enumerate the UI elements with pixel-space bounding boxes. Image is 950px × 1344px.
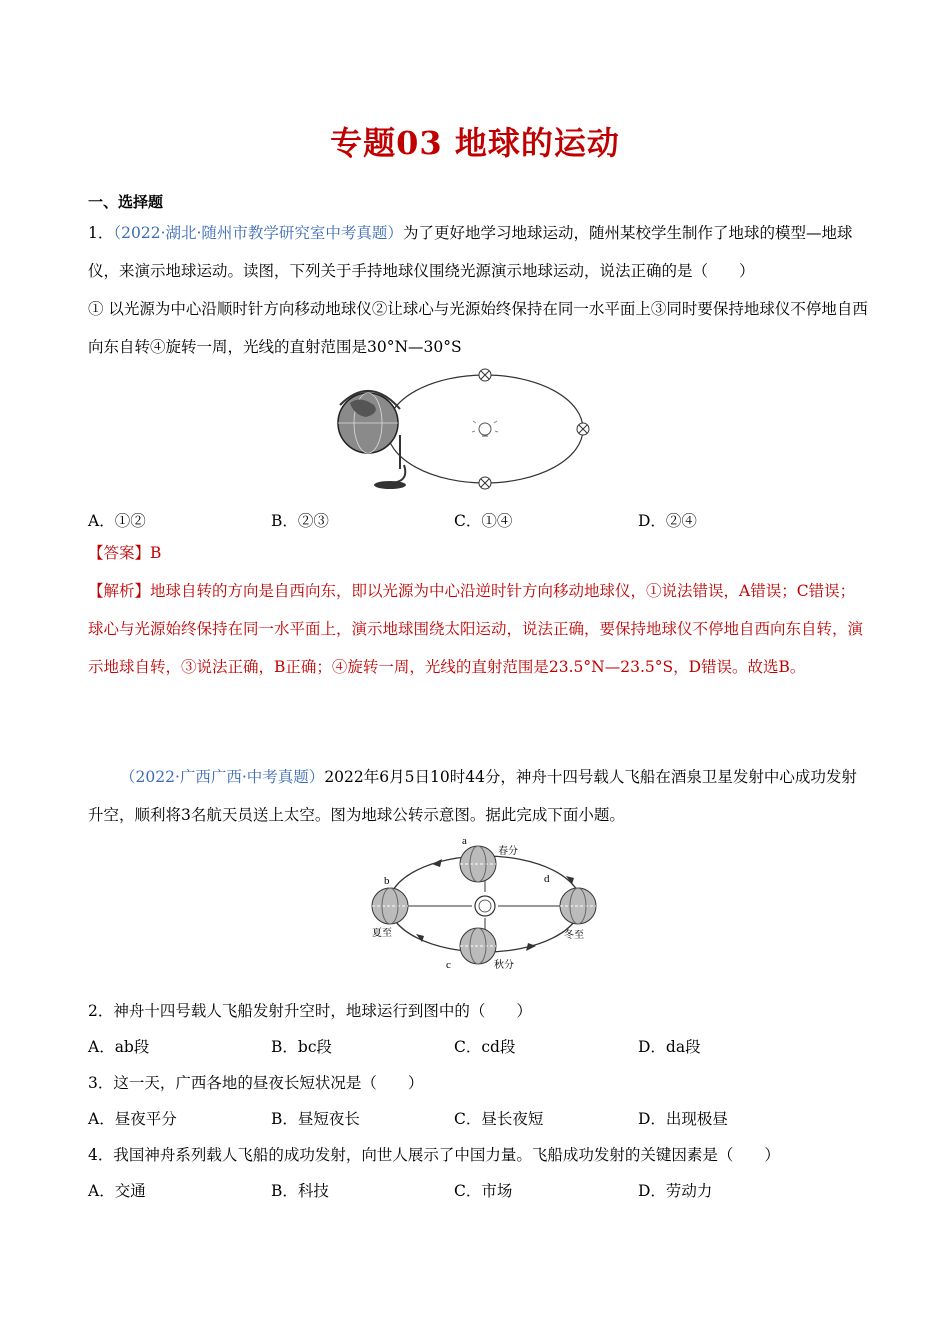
answer-value: B: [150, 544, 162, 562]
q3-option-b[interactable]: B．昼短夜长: [271, 1110, 360, 1128]
q3-option-d[interactable]: D．出现极昼: [638, 1110, 728, 1128]
question-statements: ① 以光源为中心沿顺时针方向移动地球仪②让球心与光源始终保持在同一水平面上③同时要保持地球仪不停地自西向东自转④旋转一周，光线的直射范围是30°N—30°S: [88, 300, 868, 356]
label-autumn: 秋分: [494, 960, 514, 971]
earth-d: [560, 888, 596, 924]
earth-a: [460, 846, 496, 882]
q3-option-c[interactable]: C．昼长夜短: [454, 1110, 544, 1128]
group-source: （2022·广西广西·中考真题）: [120, 768, 325, 786]
section-heading: 一、选择题: [88, 193, 164, 211]
globe-icon: [338, 391, 406, 489]
analysis-label: 【解析】: [88, 582, 151, 600]
q1-option-d[interactable]: D．②④: [638, 512, 697, 530]
q4-option-b[interactable]: B．科技: [271, 1182, 329, 1200]
label-a: a: [462, 835, 467, 847]
answer: [88, 534, 868, 572]
q1-option-b[interactable]: B．②③: [271, 512, 329, 530]
question-stem-part2: —地球仪，来演示地球运动。读图，下列关于手持地球仪围绕光源演示地球运动，说法正确的是（ ）: [88, 224, 853, 280]
label-spring: 春分: [498, 846, 518, 857]
analysis-text: 地球自转的方向是自西向东，即以光源为中心沿逆时针方向移动地球仪，①说法错误，A错误；C错误；球心与光源始终保持在同一水平面上，演示地球围绕太阳运动，说法正确，要保持地球仪不停地自西向东自转，演示地球自转，③说法正确，B正确；④旋转一周，光线的直射范围是23.5°N—23.5°S，D错误。故选B。: [88, 582, 864, 676]
q2-option-a[interactable]: A．ab段: [88, 1038, 150, 1056]
q2-option-b[interactable]: B．bc段: [271, 1038, 332, 1056]
question-number: 1．: [88, 224, 114, 242]
label-c: c: [446, 959, 451, 971]
globe-model-figure: [330, 365, 620, 493]
q4-stem: 4．我国神舟系列载人飞船的成功发射，向世人展示了中国力量。飞船成功发射的关键因素是（ ）: [88, 1146, 780, 1164]
q1-option-a[interactable]: A．①②: [88, 512, 146, 530]
q3-stem: 3．这一天，广西各地的昼夜长短状况是（ ）: [88, 1074, 424, 1092]
q2-option-d[interactable]: D．da段: [638, 1038, 701, 1056]
orbit-marker-top: [479, 369, 491, 381]
label-b: b: [384, 875, 390, 887]
q2-stem: 2．神舟十四号载人飞船发射升空时，地球运行到图中的（ ）: [88, 1002, 532, 1020]
label-winter: 冬至: [564, 930, 584, 941]
q4-option-a[interactable]: A．交通: [88, 1182, 146, 1200]
answer-label: 【答案】: [88, 544, 151, 562]
sun-icon: [475, 896, 495, 916]
label-summer: 夏至: [372, 928, 392, 939]
q3-option-a[interactable]: A．昼夜平分: [88, 1110, 177, 1128]
group-intro: [88, 758, 868, 834]
q4-option-d[interactable]: D．劳动力: [638, 1182, 713, 1200]
orbit-marker-right: [577, 423, 589, 435]
question-stem-part1: 为了更好地学习地球运动，随州某校学生制作了地球的模型: [402, 224, 806, 242]
q2-option-c[interactable]: C．cd段: [454, 1038, 516, 1056]
q1-option-c[interactable]: C．①④: [454, 512, 513, 530]
analysis: [88, 572, 868, 686]
group-intro-text: 2022年6月5日10时44分，神舟十四号载人飞船在酒泉卫星发射中心成功发射升空，顺利将3名航天员送上太空。图为地球公转示意图。据此完成下面小题。: [88, 768, 857, 824]
q4-option-c[interactable]: C．市场: [454, 1182, 513, 1200]
bulb-icon: [472, 421, 498, 436]
earth-revolution-figure: [360, 834, 610, 972]
earth-c: [460, 928, 496, 964]
label-d: d: [544, 873, 550, 885]
page-title: 专题03 地球的运动: [330, 124, 620, 162]
question-1: [88, 214, 868, 366]
question-source: （2022·湖北·随州市教学研究室中考真题）: [113, 224, 403, 242]
earth-b: [372, 888, 408, 924]
orbit-marker-bottom: [479, 477, 491, 489]
